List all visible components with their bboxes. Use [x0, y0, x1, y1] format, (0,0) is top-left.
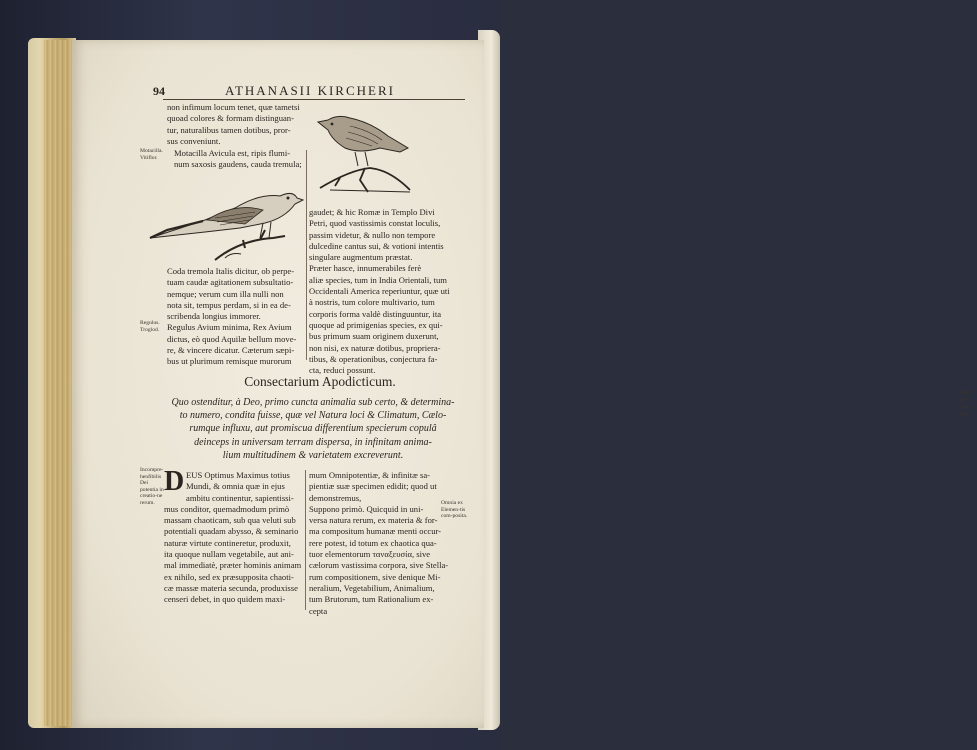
section-title: Consectarium Apodicticum.	[244, 374, 396, 389]
italic-summary	[163, 396, 463, 462]
text-line: gaudet; & hic Romæ in Templo Divi	[309, 207, 435, 217]
text-line: deinceps in universam terram dispersa, in infinitam anima-	[194, 436, 432, 448]
text-line: Occidentali America reperiuntur, quæ uti	[309, 286, 450, 297]
column-divider-bottom	[305, 470, 306, 610]
text-line: rere potest, id totum ex chaotica qua-	[309, 537, 437, 548]
text-line: dictus, eò quod Aquilæ bellum move-	[167, 333, 297, 344]
text-line: Coda tremola Italis dicitur, ob perpe-	[167, 266, 295, 276]
text-line: nemque; verum cum illa nulli non	[167, 288, 284, 299]
text-line: à nostris, tum colore multivario, tum	[309, 297, 435, 308]
text-line: non nisi, ex naturæ dotibus, propriera-	[309, 342, 441, 353]
facing-page-text: omni toti Cae sub	[959, 390, 972, 417]
text-line: scribenda longius immorer.	[167, 311, 261, 322]
wagtail-illustration	[145, 168, 305, 268]
text-line: dulcedine cantus sui, & votioni intentis	[309, 240, 444, 251]
text-line: Suppono primò. Quicquid in uni-	[309, 503, 424, 514]
text-line: censeri debet, in quo quidem maxi-	[164, 594, 286, 605]
text-line: cta, reduci possunt.	[309, 365, 376, 376]
right-column-middle-text	[309, 207, 464, 376]
text-line: tuam caudæ agitationem subsultatio-	[167, 277, 294, 288]
margin-note-motacilla: Motacilla. Vitiflor.	[140, 148, 163, 161]
drop-cap: D	[164, 466, 185, 497]
text-line: mal immediatè, præter hominis animam	[164, 560, 302, 571]
text-line: tuor elementorum ταναξευσία, sive	[309, 549, 431, 560]
text-line: ambitu continentur, sapientissi-	[186, 492, 294, 503]
text-line: Præter hasce, innumerabiles ferè	[309, 263, 422, 274]
right-column-bottom-text	[309, 470, 449, 617]
text-line: Motacilla Avicula est, ripis flumi-	[174, 148, 291, 158]
text-line: EUS Optimus Maximus totius	[186, 470, 290, 480]
text-line: massam chaoticam, sub qua veluti sub	[164, 515, 296, 526]
wren-illustration	[310, 108, 420, 198]
text-line: mum Omnipotentiæ, & infinitæ sa-	[309, 470, 431, 480]
margin-note-regulus: Regulus. Troglod.	[140, 320, 160, 333]
text-line: potentiali quadam abysso, & seminario	[164, 526, 299, 537]
text-line: demonstremus,	[309, 492, 362, 503]
text-line: Petri, quod vastissimis constat loculis,	[309, 218, 441, 229]
text-line: pientiæ suæ specimen edidit; quod ut	[309, 481, 437, 492]
text-line: cepta	[309, 605, 328, 616]
text-line: nota sit, tempus perdam, si in ea de-	[167, 299, 291, 310]
text-line: re, & vincere dicatur. Cæterum sæpi-	[167, 345, 295, 356]
text-line: neralium, Vegetabilium, Animalium,	[309, 582, 435, 593]
text-line: lium multitudinem & varietatem excreverunt.	[222, 449, 404, 461]
text-line: versa natura rerum, ex materia & for-	[309, 515, 438, 526]
text-line: bus primum suam originem duxerunt,	[309, 331, 439, 342]
text-line: cæ massæ materia secunda, produxisse	[164, 582, 298, 593]
text-line: non infimum locum tenet, quæ tametsi	[167, 102, 300, 112]
text-line: tibus, & operationibus, conjectura fa-	[309, 353, 438, 364]
margin-note-omnia-ex: Omnia ex Elemen-tis com-posita.	[441, 500, 468, 520]
text-line: tum Brutorum, tum Rationalium ex-	[309, 594, 434, 605]
text-line: num saxosis gaudens, cauda tremula;	[174, 159, 302, 170]
header-rule	[163, 99, 465, 100]
text-line: bus ut plurimum remisque murorum	[167, 356, 292, 367]
text-line: ita quoque nullam vegetabile, aut ani-	[164, 549, 294, 560]
text-line: sus conveniunt.	[167, 135, 221, 146]
text-line: ma compositum humanæ menti occur-	[309, 526, 442, 537]
text-line: singulare augmentum præstat.	[309, 252, 413, 263]
text-line: corporis forma valdè distinguuntur, ita	[309, 308, 442, 319]
text-line: Quo ostenditur, à Deo, primo cuncta animalia sub certo, & determina-	[171, 397, 455, 408]
margin-note-incomprehensibilis: Incompre-henfibilis Dei potentia in creatio-ne rerum.	[140, 467, 164, 506]
text-line: quoad colores & formam distinguan-	[167, 113, 294, 124]
text-line: passim videtur, & nullo non tempore	[309, 229, 436, 240]
page-edges	[44, 40, 74, 726]
column-divider	[306, 150, 307, 360]
text-line: quoque ad primigenias species, ex qui-	[309, 319, 443, 330]
text-line: naturæ virtute contineretur, produxit,	[164, 537, 291, 548]
page-number: 94	[153, 84, 165, 98]
text-line: cælorum vastissima corpora, sive Stella-	[309, 560, 449, 571]
text-line: Mundi, & omnia quæ in ejus	[186, 481, 285, 492]
text-line: to numero, condita fuisse, quæ vel Natura loci & Climatum, Cælo-	[179, 410, 447, 422]
text-line: mus conditor, quemadmodum primò	[164, 503, 290, 514]
text-line: ex nihilo, sed ex præsupposita chaoti-	[164, 571, 294, 582]
text-line: aliæ species, tum in India Orientali, tum	[309, 274, 447, 285]
text-line: rumque influxu, aut promiscua differentium specierum copulâ	[189, 423, 437, 435]
text-line: tur, naturalibus tamen dotibus, pror-	[167, 124, 291, 135]
text-line: Regulus Avium minima, Rex Avium	[167, 322, 292, 333]
left-column-top-text	[167, 102, 304, 147]
left-column-bottom-text	[164, 466, 304, 606]
running-head: ATHANASII KIRCHERI	[225, 83, 395, 98]
left-column-middle-text	[167, 266, 304, 368]
text-line: rum compositionem, sive denique Mi-	[309, 571, 441, 582]
